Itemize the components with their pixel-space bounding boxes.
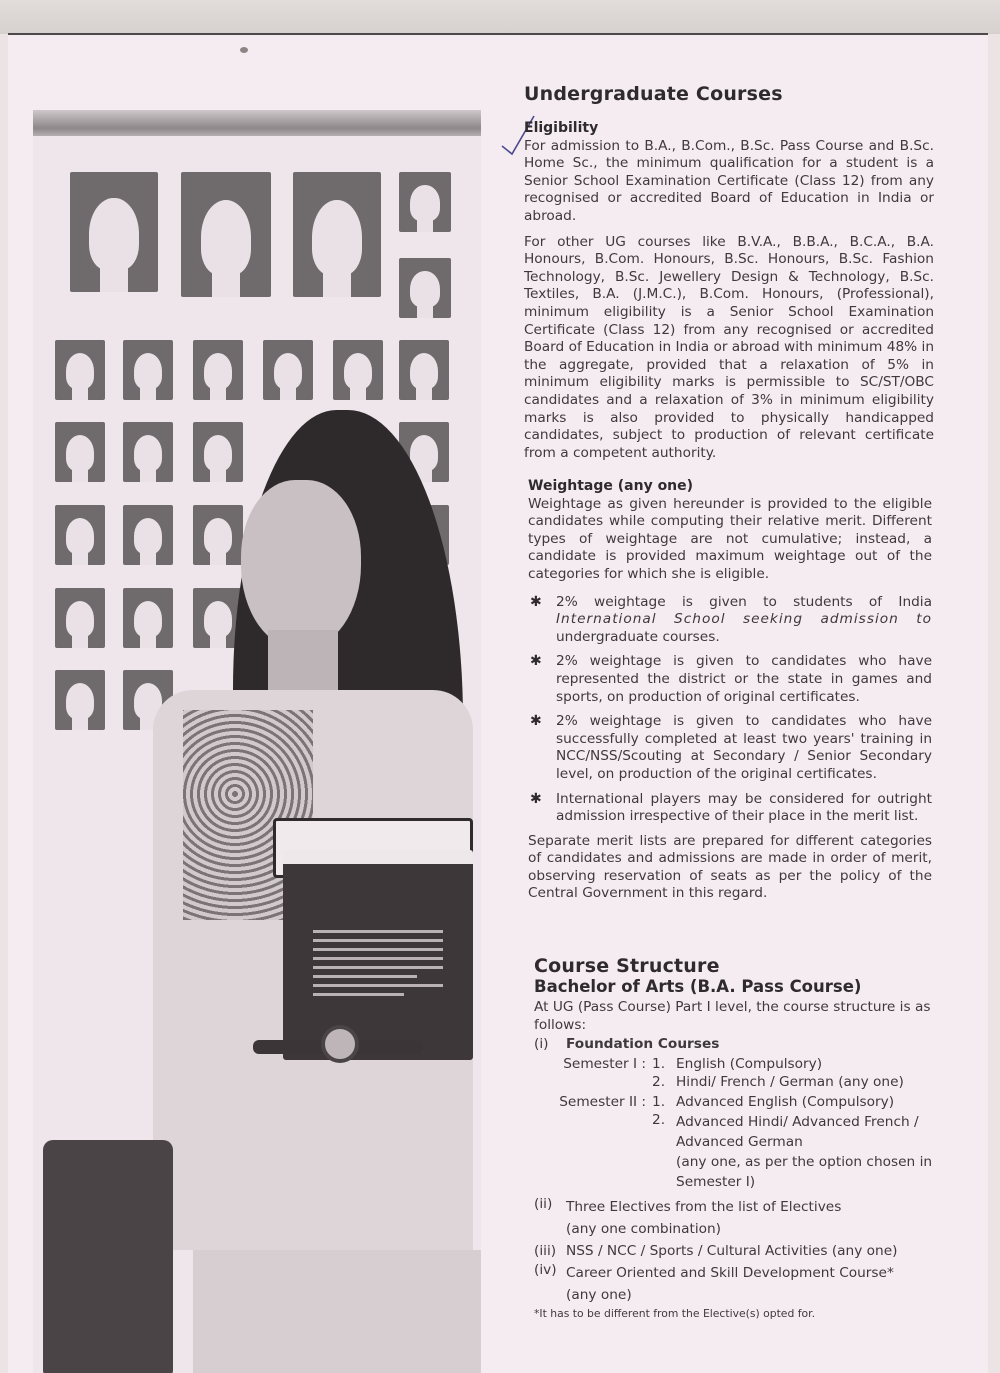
semester-course	[534, 1112, 934, 1192]
course-intro: At UG (Pass Course) Part I level, the course structure is as follows:	[534, 999, 931, 1033]
item-numeral: (i)	[534, 1036, 549, 1053]
bullet-text: International players may be considered for outright admission irrespective of their place in the merit list.	[556, 790, 932, 825]
portrait-frame	[123, 588, 173, 648]
bullet-text: 2% weightage is given to candidates who have represented the district or the state in games and sports, on production of original certificates.	[556, 653, 932, 705]
book-cover-text	[313, 924, 443, 1002]
student-photo	[33, 110, 481, 1373]
portrait-frame	[399, 258, 451, 318]
scan-edge	[0, 0, 1000, 34]
course-item	[534, 1036, 934, 1054]
portrait-frame	[55, 670, 105, 730]
eligibility-heading: Eligibility	[524, 120, 599, 136]
weightage-block	[528, 478, 932, 911]
course-number: 1.	[652, 1094, 666, 1111]
section-title: Undergraduate Courses	[524, 83, 783, 105]
course-name: Hindi/ French / German (any one)	[676, 1073, 904, 1090]
course-number: 2.	[652, 1073, 666, 1090]
portrait-frame	[181, 172, 271, 297]
item-numeral: (iv)	[534, 1261, 557, 1278]
item-sub: (any one)	[566, 1286, 632, 1303]
portrait-frame	[193, 422, 243, 482]
portrait-frame	[55, 588, 105, 648]
portrait-frame	[123, 340, 173, 400]
item-numeral: (ii)	[534, 1195, 553, 1212]
item-label: Three Electives from the list of Electives	[566, 1198, 842, 1215]
portrait-frame	[55, 340, 105, 400]
item-sub: (any one combination)	[566, 1220, 722, 1237]
course-number: 1.	[652, 1055, 666, 1072]
portrait-frame	[55, 422, 105, 482]
course-name: Advanced Hindi/ Advanced French / Advanced German	[676, 1113, 919, 1150]
weightage-bullet	[528, 594, 932, 647]
watch-icon	[321, 1025, 359, 1063]
student-jeans	[193, 1250, 481, 1373]
portrait-frame	[263, 340, 313, 400]
asterisk-bullet-icon: ✱	[530, 593, 542, 610]
course-item	[534, 1240, 934, 1262]
portrait-frame	[55, 505, 105, 565]
scan-speck	[240, 47, 248, 53]
weightage-bullet	[528, 791, 932, 826]
course-number: 2.	[652, 1111, 666, 1128]
bullet-text-italic: International School seeking admission to	[556, 611, 932, 628]
portrait-frame	[70, 172, 158, 292]
item-label: NSS / NCC / Sports / Cultural Activities (any one)	[566, 1242, 898, 1259]
shoulder-bag	[43, 1140, 173, 1373]
course-name: Advanced English (Compulsory)	[676, 1094, 895, 1111]
portrait-frame	[123, 422, 173, 482]
item-label: Career Oriented and Skill Development Course*	[566, 1264, 894, 1281]
undergraduate-section	[524, 83, 934, 105]
asterisk-bullet-icon: ✱	[530, 653, 542, 670]
weightage-heading: Weightage (any one)	[528, 478, 694, 494]
semester-label: Semester I :	[563, 1055, 646, 1072]
eligibility-block	[524, 120, 934, 470]
course-item	[534, 1196, 934, 1240]
course-note: (any one, as per the option chosen in Semester I)	[676, 1153, 933, 1190]
semester-course	[534, 1056, 934, 1074]
asterisk-bullet-icon: ✱	[530, 790, 542, 807]
portrait-frame	[399, 172, 451, 232]
item-label: Foundation Courses	[566, 1036, 720, 1053]
portrait-frame	[193, 340, 243, 400]
bullet-text: 2% weightage is given to candidates who have successfully completed at least two years' training in NCC/NSS/Scouting at Secondary / Senior Secondary level, on production of the original certificates.	[556, 713, 932, 782]
eligibility-paragraph: For admission to B.A., B.Com., B.Sc. Pass Course and B.Sc. Home Sc., the minimum qualification for a student is a Senior School Examination Certificate (Class 12) from any recognised or accredited Board of Education in India or abroad.	[524, 137, 934, 224]
photo-top-shelf	[33, 110, 481, 136]
book-dark	[283, 850, 473, 1060]
course-structure-block	[534, 955, 934, 1321]
course-item	[534, 1262, 934, 1306]
student-face	[241, 480, 361, 650]
asterisk-bullet-icon: ✱	[530, 713, 542, 730]
semester-label: Semester II :	[559, 1094, 646, 1111]
course-structure-title: Course Structure	[534, 955, 720, 977]
weightage-intro: Weightage as given hereunder is provided to the eligible candidates while computing their relative merit. Different types of weightage are not cumulative; instead, a candidate is provided maximum weightage out of the categories for which she is eligible.	[528, 495, 932, 582]
bullet-text: undergraduate courses.	[556, 628, 720, 645]
item-numeral: (iii)	[534, 1242, 557, 1259]
portrait-frame	[293, 172, 381, 297]
portrait-frame	[123, 505, 173, 565]
portrait-frame	[333, 340, 383, 400]
footnote: *It has to be different from the Elective(s) opted for.	[534, 1306, 816, 1320]
course-subtitle: Bachelor of Arts (B.A. Pass Course)	[534, 976, 862, 996]
semester-course	[534, 1074, 934, 1092]
semester-course	[534, 1094, 934, 1112]
bullet-text: 2% weightage is given to students of India	[556, 593, 932, 610]
weightage-bullet	[528, 653, 932, 706]
portrait-frame	[399, 340, 449, 400]
weightage-bullet	[528, 713, 932, 783]
course-name: English (Compulsory)	[676, 1055, 823, 1072]
eligibility-paragraph: For other UG courses like B.V.A., B.B.A., B.C.A., B.A. Honours, B.Com. Honours, B.Sc. Honours, B.Sc. Fashion Technology, B.Sc. Jewellery Design & Technology, B.Sc. Textiles, B.A. (J.M.C.), B.Com. Honours, (Professional), minimum eligibility is a Senior School Examination Certificate (Class 12) from any recognised or accredited Board of Education in India or abroad with minimum 48% in the aggregate, provided that a relaxation of 5% in minimum eligibility marks is permissible to SC/ST/OBC candidates and a relaxation of 3% in minimum eligibility marks is also provided to physically handicapped candidates, subject to production of relevant certificate from a competent authority.	[524, 233, 934, 461]
portrait-frame	[193, 505, 243, 565]
merit-list-paragraph: Separate merit lists are prepared for different categories of candidates and admissions are made in order of merit, observing reservation of seats as per the policy of the Central Government in this regard.	[528, 832, 932, 902]
